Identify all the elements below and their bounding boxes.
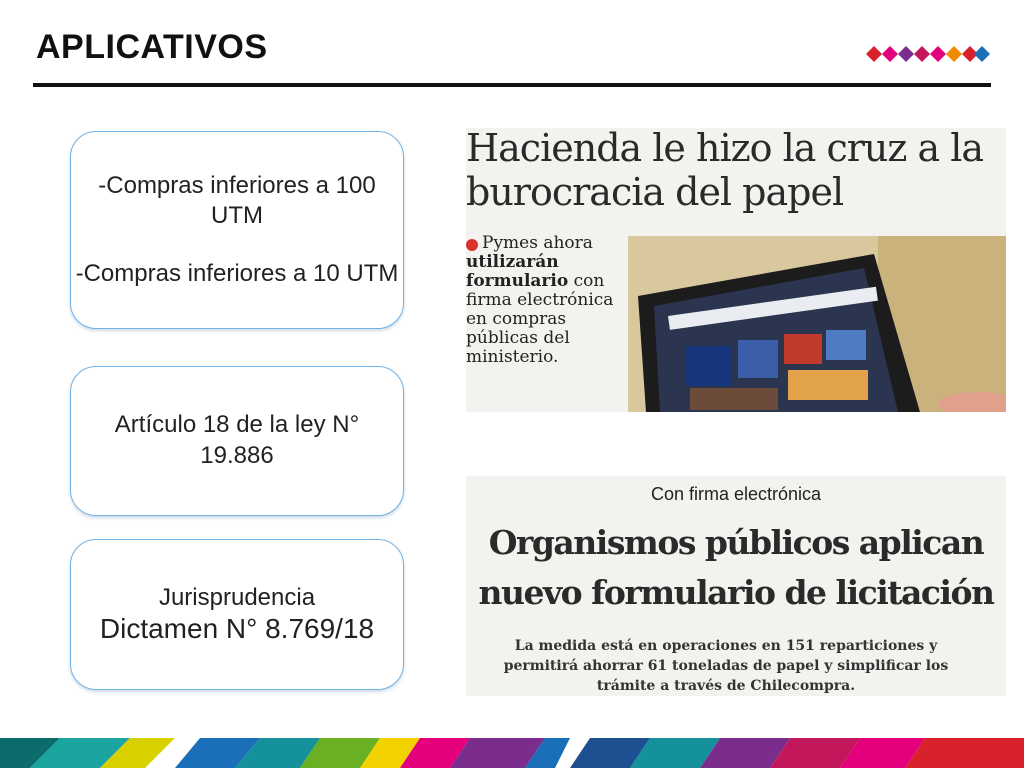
box-jurisprudencia <box>70 539 404 690</box>
box-articulo <box>70 366 404 516</box>
box-jurisprudencia-line2: Dictamen N° 8.769/18 <box>99 613 375 644</box>
clipping1-lead-part1: Pymes ahora <box>482 233 593 253</box>
clipping1-lead-bold: utilizarán formulario <box>466 252 569 291</box>
clipping2-kicker: Con firma electrónica <box>650 484 822 504</box>
box-compras-line1: -Compras inferiores a 100 UTM <box>98 172 376 229</box>
clipping1-lead <box>466 234 626 367</box>
news-clipping-hacienda <box>466 128 1006 412</box>
clipping1-lead-part2: con firma electrónica en compras públicas del ministerio. <box>466 271 614 367</box>
slide-title: APLICATIVOS <box>36 28 268 66</box>
clipping2-deck: La medida está en operaciones en 151 reparticiones y permitirá ahorrar 61 toneladas de papel y simplificar los trámite a través de Chilecompra. <box>503 638 949 694</box>
clipping2-headline: Organismos públicos aplican nuevo formulario de licitación <box>478 523 994 612</box>
laptop-photo <box>628 236 1006 412</box>
decorative-diamonds <box>866 44 990 64</box>
box-articulo-text: Artículo 18 de la ley N° 19.886 <box>114 411 360 469</box>
decorative-footer-band <box>0 738 1024 768</box>
clipping1-headline: Hacienda le hizo la cruz a la burocracia del papel <box>466 128 984 214</box>
box-jurisprudencia-line1: Jurisprudencia <box>158 584 316 611</box>
box-compras-line2: -Compras inferiores a 10 UTM <box>75 260 399 287</box>
box-compras <box>70 131 404 329</box>
news-clipping-organismos <box>466 476 1006 696</box>
title-underline <box>33 83 991 87</box>
